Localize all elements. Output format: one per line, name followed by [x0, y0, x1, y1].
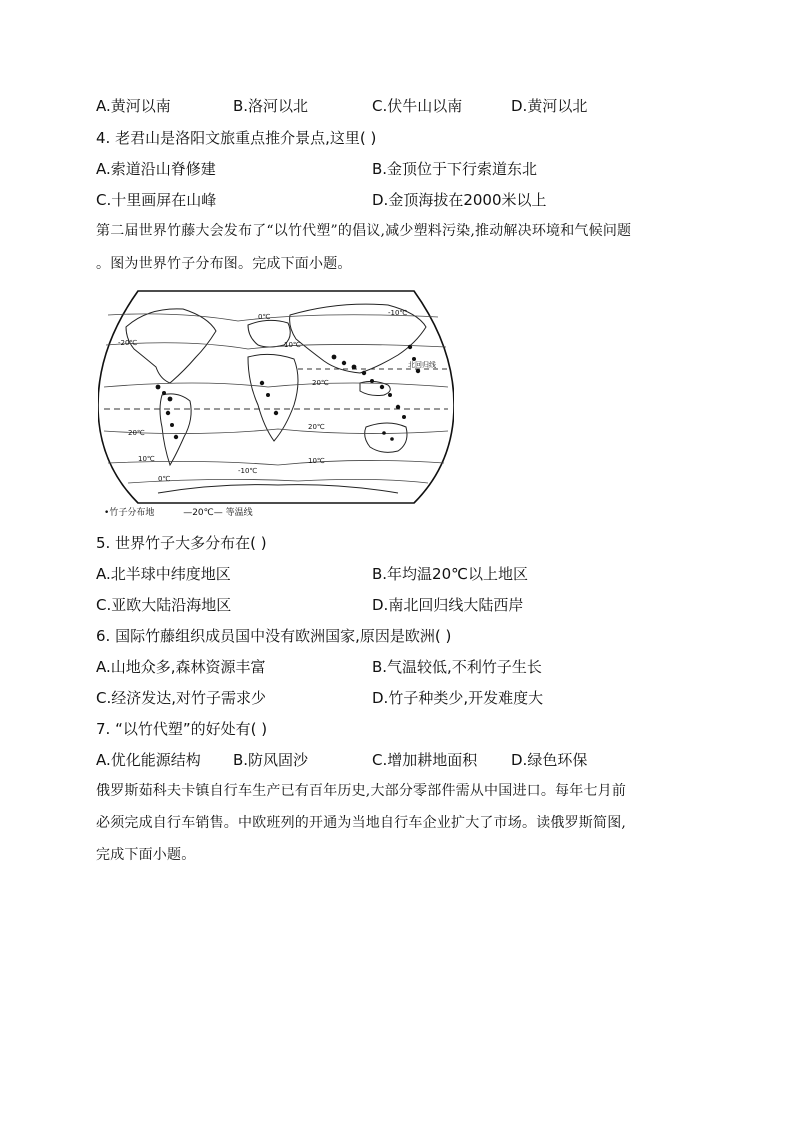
- isotherm-label: 0℃: [158, 475, 171, 483]
- q7-option-a: A.优化能源结构: [96, 751, 201, 769]
- q4-option-d: D.金顶海拔在2000米以上: [372, 191, 547, 209]
- legend-bamboo-label: 竹子分布地: [109, 508, 155, 518]
- world-bamboo-map: [98, 287, 454, 523]
- isotherm-label: 20℃: [312, 379, 329, 387]
- q5-option-a: A.北半球中纬度地区: [96, 565, 231, 583]
- legend-isotherm-label: 等温线: [225, 508, 253, 518]
- passage1-line1: 第二届世界竹藤大会发布了“以竹代塑”的倡议,减少塑料污染,推动解决环境和气候问题: [96, 223, 632, 239]
- legend-isotherm-line-icon: —: [183, 508, 193, 518]
- passage2-line1: 俄罗斯茹科夫卡镇自行车生产已有百年历史,大部分零部件需从中国进口。每年七月前: [96, 783, 627, 799]
- q3-option-d: D.黄河以北: [511, 97, 588, 115]
- legend-dot-icon: •: [104, 508, 110, 518]
- passage2-line2: 必须完成自行车销售。中欧班列的开通为当地自行车企业扩大了市场。读俄罗斯简图,: [96, 815, 627, 831]
- q6-stem: 6. 国际竹藤组织成员国中没有欧洲国家,原因是欧洲( ): [96, 627, 452, 645]
- q6-option-b: B.气温较低,不利竹子生长: [372, 658, 542, 676]
- q4-option-a: A.索道沿山脊修建: [96, 160, 216, 178]
- q5-option-b: B.年均温20℃以上地区: [372, 565, 528, 583]
- passage1-line2: 。图为世界竹子分布图。完成下面小题。: [96, 256, 352, 272]
- q7-option-c: C.增加耕地面积: [372, 751, 478, 769]
- q7-stem: 7. “以竹代塑”的好处有( ): [96, 720, 268, 738]
- q3-option-c: C.伏牛山以南: [372, 97, 463, 115]
- q7-option-d: D.绿色环保: [511, 751, 588, 769]
- q4-option-b: B.金顶位于下行索道东北: [372, 160, 538, 178]
- isotherm-label: -10℃: [388, 309, 408, 317]
- isotherm-label: 0℃: [258, 313, 271, 321]
- isotherm-label: -10℃: [238, 467, 258, 475]
- map-legend: [104, 507, 253, 519]
- isotherm-label: -20℃: [118, 339, 138, 347]
- q3-option-b: B.洛河以北: [233, 97, 309, 115]
- q4-option-c: C.十里画屏在山峰: [96, 191, 217, 209]
- q3-option-a: A.黄河以南: [96, 97, 171, 115]
- isotherm-label: 20℃: [308, 423, 325, 431]
- q5-option-c: C.亚欧大陆沿海地区: [96, 596, 232, 614]
- q6-option-c: C.经济发达,对竹子需求少: [96, 689, 267, 707]
- q6-option-d: D.竹子种类少,开发难度大: [372, 689, 544, 707]
- map-graphic: [98, 287, 454, 523]
- isotherm-label: 10℃: [308, 457, 325, 465]
- q4-stem: 4. 老君山是洛阳文旅重点推介景点,这里( ): [96, 129, 377, 147]
- legend-isotherm-line-icon: —: [213, 508, 223, 518]
- q5-stem: 5. 世界竹子大多分布在( ): [96, 534, 267, 552]
- isotherm-label: 10℃: [284, 341, 301, 349]
- isotherm-label: 10℃: [138, 455, 155, 463]
- q7-option-b: B.防风固沙: [233, 751, 309, 769]
- tropic-label: 北回归线: [408, 361, 436, 369]
- isotherm-label: 20℃: [128, 429, 145, 437]
- passage2-line3: 完成下面小题。: [96, 847, 196, 863]
- legend-isotherm-sample: 20℃: [192, 508, 214, 518]
- q5-option-d: D.南北回归线大陆西岸: [372, 596, 524, 614]
- q6-option-a: A.山地众多,森林资源丰富: [96, 658, 266, 676]
